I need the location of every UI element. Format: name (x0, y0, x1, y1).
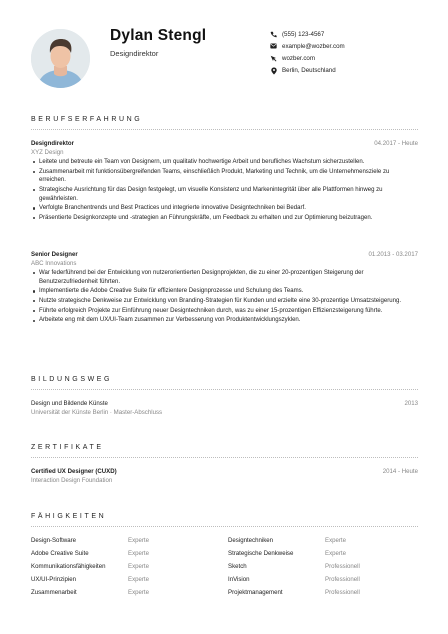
skill-name: Strategische Denkweise (228, 550, 294, 557)
job-date: 01.2013 - 03.2017 (368, 251, 418, 258)
skill-name: Sketch (228, 563, 247, 570)
skill-level: Professionell (325, 589, 360, 596)
contact-email[interactable] (269, 40, 345, 52)
candidate-role: Designdirektor (110, 49, 159, 58)
section-divider (31, 389, 418, 390)
skill-name: Designtechniken (228, 537, 274, 544)
certificate-name: Certified UX Designer (CUXD) (31, 468, 117, 475)
contact-email-text: example@wozber.com (282, 42, 345, 50)
skill-level: Experte (128, 589, 150, 596)
contact-website[interactable] (269, 52, 345, 64)
section-divider (31, 457, 418, 458)
email-icon (269, 42, 278, 51)
list-item: Präsentierte Designkonzepte und -strategien an Führungskräfte, um Feedback zu erhalten und zur Optimierung beizutragen. (31, 214, 417, 223)
list-item: Führte erfolgreich Projekte zur Einführung neuer Designtechniken durch, was zu einer 15-prozentigen Effizienzsteigerung führte. (31, 307, 417, 316)
contact-list (269, 28, 345, 77)
list-item: Strategische Ausrichtung für das Design festgelegt, um visuelle Konsistenz und Markenintegrität über alle Plattformen hinweg zu gewährleisten. (31, 186, 417, 203)
skill-item (228, 563, 360, 570)
skill-level: Experte (128, 576, 150, 583)
list-item: Arbeitete eng mit dem UX/UI-Team zusammen zur Verbesserung von Produktentwicklungszyklen. (31, 316, 417, 325)
list-item: Verfolgte Branchentrends und Best Practices und integrierte innovative Designtechniken bei Bedarf. (31, 204, 417, 213)
job-title: Senior Designer (31, 251, 78, 258)
cursor-icon (269, 54, 278, 63)
job-company: ABC Innovations (31, 260, 77, 267)
skill-item (31, 563, 150, 570)
contact-location-text: Berlin, Deutschland (282, 67, 336, 75)
location-pin-icon (269, 66, 278, 75)
contact-phone-text: (555) 123-4567 (282, 30, 325, 38)
skill-item (31, 576, 150, 583)
education-year: 2013 (404, 400, 418, 407)
skill-level: Experte (325, 537, 347, 544)
skill-level: Experte (128, 550, 150, 557)
list-item: Leitete und betreute ein Team von Designern, um qualitativ hochwertige Arbeit und berufliches Wachstum sicherzustellen. (31, 158, 417, 167)
phone-icon (269, 30, 278, 39)
skill-item (228, 550, 347, 557)
skill-item (31, 589, 150, 596)
section-divider (31, 526, 418, 527)
skill-level: Experte (128, 563, 150, 570)
section-divider (31, 129, 418, 130)
skill-level: Experte (325, 550, 347, 557)
skill-name: Zusammenarbeit (31, 589, 77, 596)
job-bullets (31, 269, 417, 326)
job-company: XYZ Design (31, 149, 64, 156)
skill-name: InVision (228, 576, 250, 583)
skill-level: Experte (128, 537, 150, 544)
skill-level: Professionell (325, 563, 360, 570)
skill-item (228, 589, 360, 596)
section-title-certificates: ZERTIFIKATE (31, 444, 104, 451)
section-title-experience: BERUFSERFAHRUNG (31, 116, 143, 123)
skill-item (228, 537, 347, 544)
skill-name: UX/UI-Prinzipien (31, 576, 77, 583)
list-item: Nutzte strategische Denkweise zur Entwicklung von Branding-Strategien für Kunden und erzielte eine 30-prozentige Umsatzsteigerung. (31, 297, 417, 306)
job-title: Designdirektor (31, 140, 75, 147)
skill-level: Professionell (325, 576, 360, 583)
skill-item (31, 550, 150, 557)
contact-location (269, 65, 345, 77)
education-degree: Design und Bildende Künste (31, 400, 108, 407)
list-item: War federführend bei der Entwicklung von nutzerorientierten Designprojekten, die zu einer 20-prozentigen Steigerung der Benutzerzufriedenheit führten. (31, 269, 417, 286)
list-item: Implementierte die Adobe Creative Suite für effizientere Designprozesse und Schulung des Teams. (31, 287, 417, 296)
certificate-date: 2014 - Heute (382, 468, 418, 475)
certificate-org: Interaction Design Foundation (31, 477, 113, 484)
skill-name: Design-Software (31, 537, 77, 544)
candidate-name: Dylan Stengl (110, 27, 207, 44)
section-title-skills: FÄHIGKEITEN (31, 513, 107, 520)
skill-name: Projektmanagement (228, 589, 283, 596)
contact-website-text: wozber.com (282, 54, 316, 62)
list-item: Zusammenarbeit mit funktionsübergreifenden Teams, einschließlich Produkt, Marketing und Technik, um die Unternehmensziele zu erreichen. (31, 168, 417, 185)
skill-name: Adobe Creative Suite (31, 550, 89, 557)
education-school: Universität der Künste Berlin · Master-Abschluss (31, 409, 163, 416)
contact-phone[interactable] (269, 28, 345, 40)
skill-name: Kommunikationsfähigkeiten (31, 563, 106, 570)
skill-item (228, 576, 360, 583)
job-date: 04.2017 - Heute (374, 140, 418, 147)
job-bullets (31, 158, 417, 224)
avatar (31, 29, 90, 88)
section-title-education: BILDUNGSWEG (31, 376, 113, 383)
skill-item (31, 537, 150, 544)
